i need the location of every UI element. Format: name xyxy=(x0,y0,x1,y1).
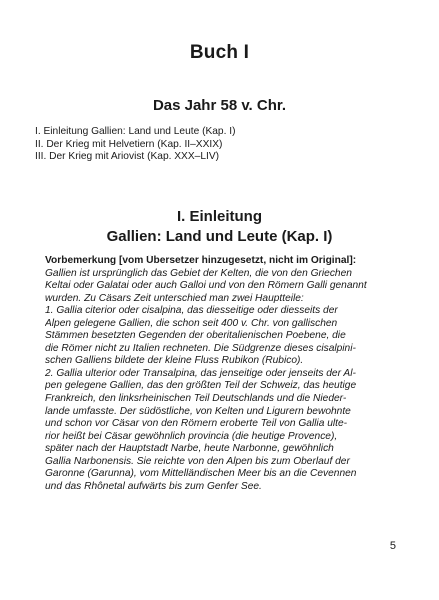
body-line: schen Galliens bildete der kleine Fluss Rubikon (Rubico). xyxy=(45,355,304,367)
toc-item: III. Der Krieg mit Ariovist (Kap. XXX–LIV) xyxy=(35,151,220,163)
book-title: Buch I xyxy=(189,42,250,63)
body-line: Gallia Narbonensis. Sie reichte von den Alpen bis zum Oberlauf der xyxy=(45,455,350,467)
body-line: und das Rhônetal aufwärts bis zum Genfer See. xyxy=(45,480,262,492)
body-line: rior heißt bei Cäsar gewöhnlich provincia (die heutige Provence), xyxy=(45,430,338,442)
body-line: 2. Gallia ulterior oder Transalpina, das jenseitige oder jenseits der Al- xyxy=(45,367,356,379)
preface-heading: Vorbemerkung [vom Übersetzer hinzugesetzt, nicht im Original]: xyxy=(45,255,357,266)
section-title-line1: I. Einleitung xyxy=(177,208,262,225)
body-line: Keltai oder Galatai oder auch Galloi und von den Römern Galli genannt xyxy=(45,280,367,292)
body-line: später nach der Hauptstadt Narbe, heute Narbonne, gewöhnlich xyxy=(45,443,334,455)
page-number: 5 xyxy=(389,540,396,552)
body-line: Gallien ist ursprünglich das Gebiet der Kelten, die von den Griechen xyxy=(45,267,352,279)
body-line: Garonne (Garunna), vom Mittelländischen Meer bis an die Cevennen xyxy=(45,468,357,480)
body-line: Alpen gelegene Gallien, die schon seit 400 v. Chr. von gallischen xyxy=(45,317,338,329)
body-line: und schon vor Cäsar von den Römern eroberte Teil von Gallia ulte- xyxy=(45,418,348,430)
body-line: Stämmen besetzten Gegenden der oberitalienischen Poebene, die xyxy=(45,330,346,342)
body-line: wurden. Zu Cäsars Zeit unterschied man zwei Hauptteile: xyxy=(45,292,304,304)
body-line: die Römer nicht zu Italien rechneten. Die Südgrenze dieses cisalpini- xyxy=(45,342,356,354)
body-line: pen gelegene Gallien, das den größten Teil der Schweiz, das heutige xyxy=(45,380,357,392)
body-line: 1. Gallia citerior oder cisalpina, das diesseitige oder diesseits der xyxy=(45,305,338,317)
section-title xyxy=(0,207,439,246)
year-title: Das Jahr 58 v. Chr. xyxy=(152,97,287,114)
preface-block xyxy=(45,255,400,493)
toc-item: II. Der Krieg mit Helvetiern (Kap. II–XXIX) xyxy=(35,138,223,150)
toc-item: I. Einleitung Gallien: Land und Leute (Kap. I) xyxy=(35,126,236,137)
table-of-contents xyxy=(35,126,415,164)
body-line: lande umfasste. Der südöstliche, von Kelten und Ligurern bewohnte xyxy=(45,405,351,417)
section-title-line2: Gallien: Land und Leute (Kap. I) xyxy=(106,227,333,245)
body-line: Frankreich, den linksrheinischen Teil Deutschlands und die Nieder- xyxy=(45,393,347,405)
